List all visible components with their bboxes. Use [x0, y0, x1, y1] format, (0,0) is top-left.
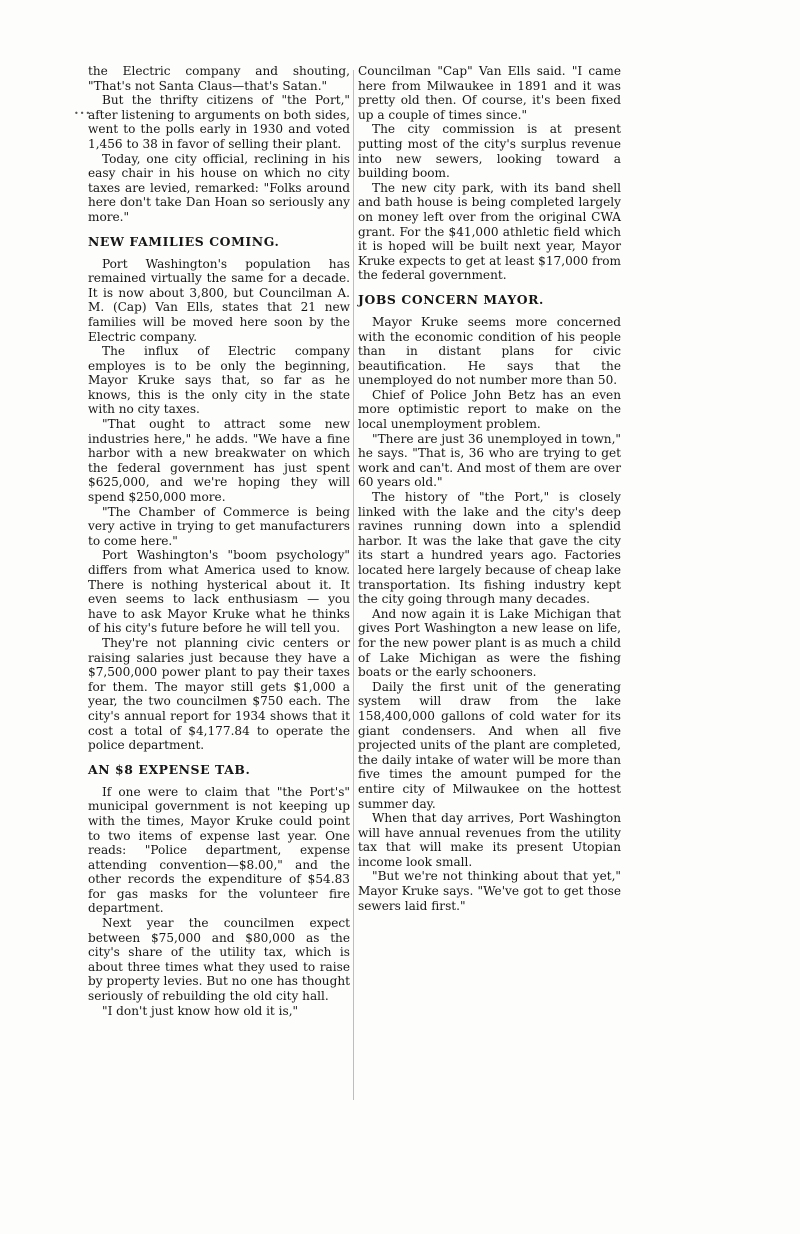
paragraph: the Electric company and shouting, "That's not Santa Claus—that's Satan.": [88, 64, 350, 93]
section-heading: AN $8 EXPENSE TAB.: [88, 761, 251, 777]
paragraph: If one were to claim that "the Port's" municipal government is not keeping up with the times, Mayor Kruke could point to two items of expense last year. One reads: "Police department, expense attending convention—$8.00," and the other records the expenditure of $54.83 for gas masks for the volunteer fire department.: [88, 784, 350, 916]
paragraph: Port Washington's population has remained virtually the same for a decade. It is now about 3,800, but Councilman A. M. (Cap) Van Ells, states that 21 new families will be moved here soon by the Electric company.: [88, 256, 350, 344]
paragraph: Mayor Kruke seems more concerned with the economic condition of his people than in distant plans for civic beautification. He says that the unemployed do not number more than 50.: [358, 314, 621, 388]
paragraph: They're not planning civic centers or raising salaries just because they have a $7,500,000 power plant to pay their taxes for them. The mayor still gets $1,000 a year, the two councilmen $750 each. The city's annual report for 1934 shows that it cost a total of $4,177.84 to operate the police department.: [88, 635, 350, 753]
column-rule: [353, 70, 354, 1100]
paragraph: Next year the councilmen expect between $75,000 and $80,000 as the city's share of the utility tax, which is about three times what they used to raise by property levies. But no one has thought seriously of rebuilding the old city hall.: [88, 916, 350, 1004]
section-heading: JOBS CONCERN MAYOR.: [358, 291, 544, 307]
paragraph: But the thrifty citizens of "the Port," after listening to arguments on both sides, went to the polls early in 1930 and voted 1,456 to 38 in favor of selling their plant.: [88, 93, 350, 151]
paragraph: Today, one city official, reclining in his easy chair in his house on which no city taxes are levied, remarked: "Folks around here don't take Dan Hoan so seriously any more.": [88, 151, 350, 224]
paragraph: Daily the first unit of the generating system will draw from the lake 158,400,000 gallons of cold water for its giant condensers. And when all five projected units of the plant are completed, the daily intake of water will be more than five times the amount pumped for the entire city of Milwaukee on the hottest summer day.: [358, 679, 621, 811]
paragraph: When that day arrives, Port Washington will have annual revenues from the utility tax that will make its present Utopian income look small.: [358, 811, 621, 869]
paragraph: The city commission is at present putting most of the city's surplus revenue into new sewers, looking toward a building boom.: [358, 122, 621, 181]
print-speck-marks: •••: [74, 109, 92, 118]
paragraph: The history of "the Port," is closely linked with the lake and the city's deep ravines running down into a splendid harbor. It was the lake that gave the city its start a hundred years ago. Factories located here largely because of cheap lake transportation. Its fishing industry kept the city going through many decades.: [358, 490, 621, 607]
paragraph: The new city park, with its band shell and bath house is being completed largely on money left over from the original CWA grant. For the $41,000 athletic field which it is hoped will be built next year, Mayor Kruke expects to get at least $17,000 from the federal government.: [358, 180, 622, 283]
paragraph: And now again it is Lake Michigan that gives Port Washington a new lease on life, for the new power plant is as much a child of Lake Michigan as were the fishing boats or the early schooners.: [358, 606, 621, 680]
paragraph: "There are just 36 unemployed in town," he says. "That is, 36 who are trying to get work and can't. And most of them are over 60 years old.": [358, 431, 621, 490]
section-heading: NEW FAMILIES COMING.: [88, 233, 280, 249]
right-column: [358, 64, 621, 913]
paragraph: Port Washington's "boom psychology" differs from what America used to know. There is nothing hysterical about it. It even seems to lack enthusiasm — you have to ask Mayor Kruke what he thinks of his city's future before he will tell you.: [88, 548, 350, 636]
paragraph: Councilman "Cap" Van Ells said. "I came here from Milwaukee in 1891 and it was pretty old then. Of course, it's been fixed up a couple of times since.": [358, 64, 621, 122]
left-column: [88, 64, 350, 1018]
paragraph: "That ought to attract some new industries here," he adds. "We have a fine harbor with a new breakwater on which the federal government has just spent $625,000, and we're hoping they will spend $250,000 more.: [88, 417, 350, 505]
paragraph: "I don't just know how old it is,": [102, 1003, 299, 1018]
paragraph: The influx of Electric company employes is to be only the beginning, Mayor Kruke says that, so far as he knows, this is the only city in the state with no city taxes.: [88, 344, 350, 417]
paragraph: "But we're not thinking about that yet," Mayor Kruke says. "We've got to get those sewers laid first.": [358, 869, 621, 913]
paragraph: "The Chamber of Commerce is being very active in trying to get manufacturers to come here.": [88, 504, 350, 548]
paragraph: Chief of Police John Betz has an even more optimistic report to make on the local unemployment problem.: [358, 387, 621, 432]
